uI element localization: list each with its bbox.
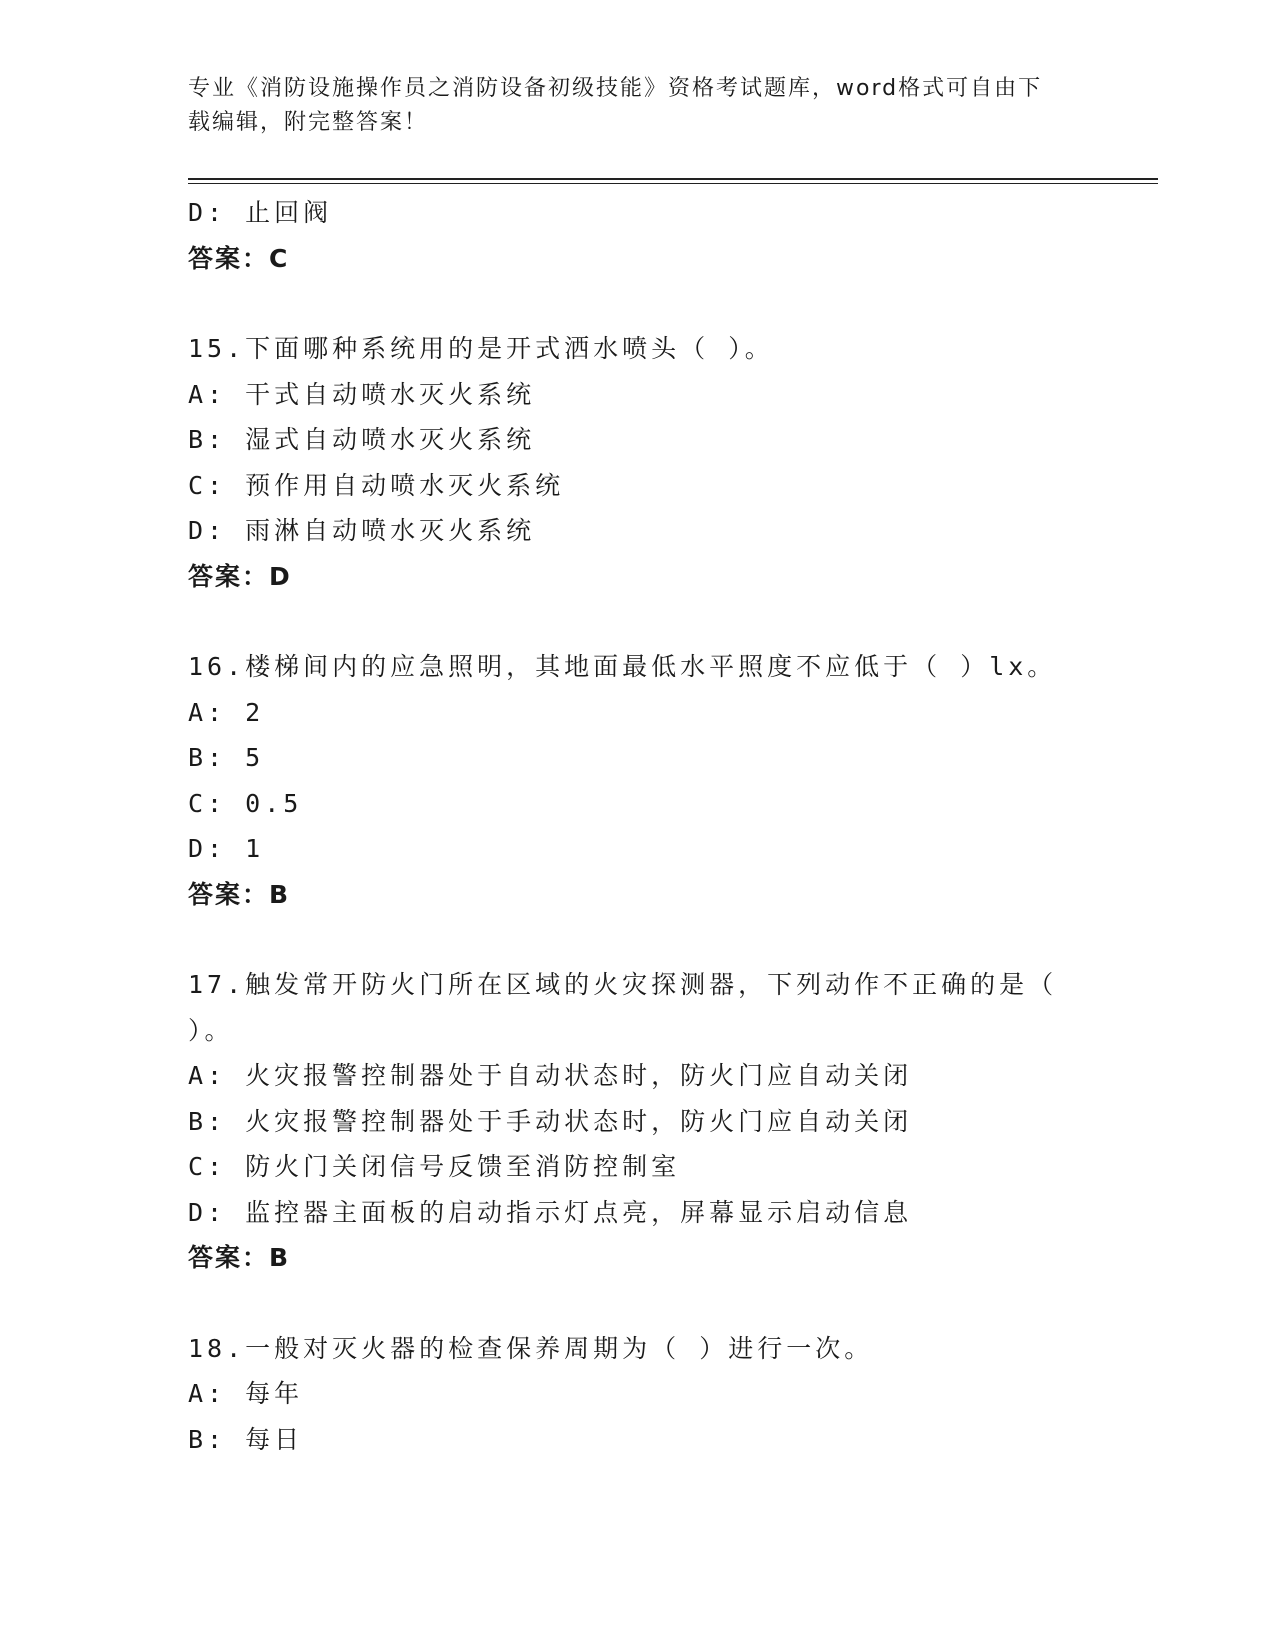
option-d: D: 监控器主面板的启动指示灯点亮，屏幕显示启动信息 <box>188 1197 913 1227</box>
answer-line: 答案：C <box>188 243 290 273</box>
question-block-17 <box>188 962 1148 1281</box>
header-line-1: 专业《消防设施操作员之消防设备初级技能》资格考试题库，word格式可自由下 <box>188 76 1043 101</box>
option-b: B: 每日 <box>188 1424 304 1454</box>
question-stem: 16.楼梯间内的应急照明，其地面最低水平照度不应低于（ ）lx。 <box>188 652 1057 681</box>
answer-line: 答案：B <box>188 879 291 909</box>
header-rule-thick <box>188 178 1158 180</box>
option-b: B: 5 <box>188 743 265 772</box>
question-block-15 <box>188 326 1148 599</box>
header-rule-thin <box>188 183 1158 184</box>
option-b: B: 湿式自动喷水灭火系统 <box>188 425 536 454</box>
option-a: A: 2 <box>188 697 265 727</box>
question-block-16 <box>188 644 1148 917</box>
header-line-2: 载编辑，附完整答案！ <box>188 110 429 135</box>
question-stem-line-1: 17.触发常开防火门所在区域的火灾探测器，下列动作不正确的是（ <box>188 970 1058 999</box>
option-b: B: 火灾报警控制器处于手动状态时，防火门应自动关闭 <box>188 1106 913 1136</box>
option-c: C: 防火门关闭信号反馈至消防控制室 <box>188 1152 681 1181</box>
option-d: D: 止回阀 <box>188 198 333 227</box>
answer-line: 答案：D <box>188 561 292 591</box>
question-stem: 15.下面哪种系统用的是开式洒水喷头（ ）。 <box>188 334 774 363</box>
option-a: A: 干式自动喷水灭火系统 <box>188 379 536 409</box>
answer-line: 答案：B <box>188 1243 291 1272</box>
page-header <box>188 72 1088 140</box>
option-d: D: 1 <box>188 834 265 863</box>
question-stem: 18.一般对灭火器的检查保养周期为（ ）进行一次。 <box>188 1333 874 1363</box>
question-block-14 <box>188 190 1148 281</box>
question-list <box>188 190 1148 1462</box>
option-c: C: 0.5 <box>188 788 303 818</box>
option-a: A: 火灾报警控制器处于自动状态时，防火门应自动关闭 <box>188 1061 913 1090</box>
option-c: C: 预作用自动喷水灭火系统 <box>188 470 565 500</box>
option-a: A: 每年 <box>188 1379 304 1408</box>
option-d: D: 雨淋自动喷水灭火系统 <box>188 516 536 545</box>
question-block-18 <box>188 1326 1148 1463</box>
question-stem-line-2: ）。 <box>188 1015 234 1045</box>
